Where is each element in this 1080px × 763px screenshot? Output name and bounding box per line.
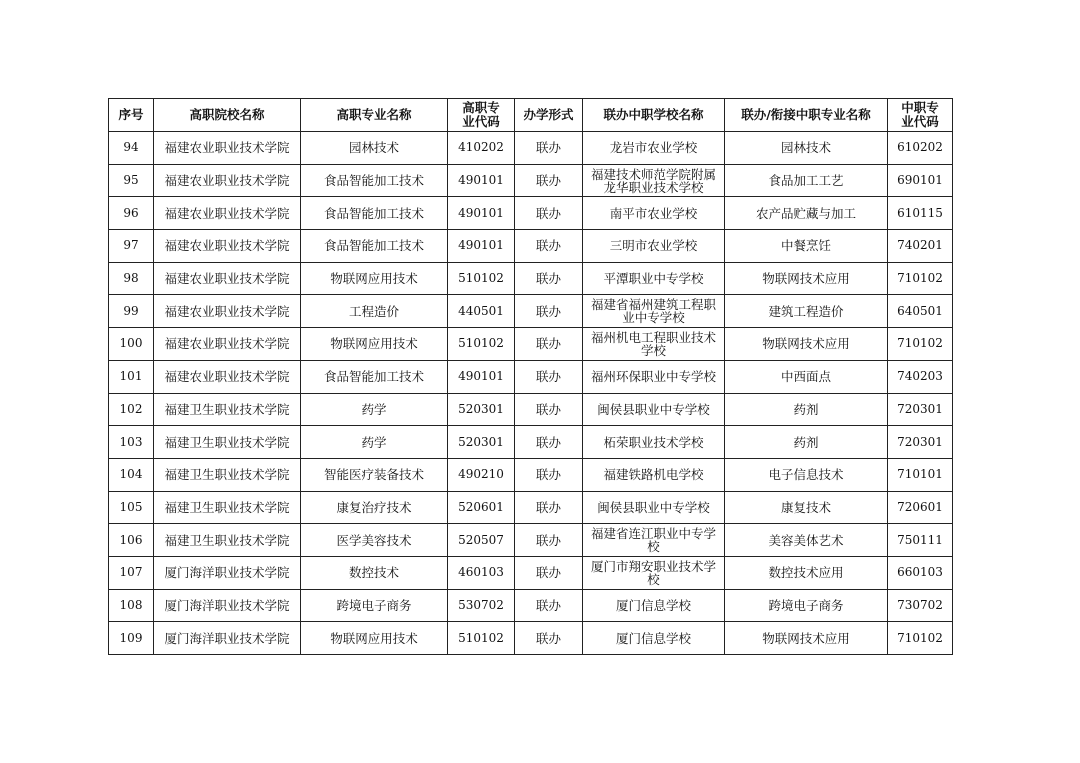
cell-partner-major: 数控技术应用 xyxy=(725,556,888,589)
cell-seq: 98 xyxy=(109,262,154,295)
cell-partner-school: 厦门信息学校 xyxy=(583,622,725,655)
cell-partner-major: 中餐烹饪 xyxy=(725,230,888,263)
cell-partner-code: 740203 xyxy=(888,360,953,393)
cell-major-code: 490101 xyxy=(448,197,515,230)
cell-partner-code: 740201 xyxy=(888,230,953,263)
cell-major-code: 490101 xyxy=(448,164,515,197)
cell-mode: 联办 xyxy=(515,360,583,393)
cell-partner-major: 食品加工工艺 xyxy=(725,164,888,197)
cell-partner-school: 闽侯县职业中专学校 xyxy=(583,393,725,426)
cell-seq: 104 xyxy=(109,458,154,491)
document-sheet xyxy=(108,98,952,655)
cell-college: 福建卫生职业技术学院 xyxy=(154,491,301,524)
header-major-code-line2: 业代码 xyxy=(462,114,500,129)
header-mode: 办学形式 xyxy=(515,99,583,132)
table-row xyxy=(109,295,953,328)
cell-college: 福建农业职业技术学院 xyxy=(154,360,301,393)
table-row xyxy=(109,360,953,393)
cell-college: 福建农业职业技术学院 xyxy=(154,328,301,361)
header-seq: 序号 xyxy=(109,99,154,132)
cell-partner-code: 720301 xyxy=(888,393,953,426)
cell-major: 物联网应用技术 xyxy=(301,262,448,295)
header-major: 高职专业名称 xyxy=(301,99,448,132)
cell-partner-school: 柘荣职业技术学校 xyxy=(583,426,725,459)
header-major-code-line1: 高职专 xyxy=(462,100,500,115)
cell-mode: 联办 xyxy=(515,197,583,230)
cell-mode: 联办 xyxy=(515,426,583,459)
cell-partner-major: 电子信息技术 xyxy=(725,458,888,491)
cell-partner-school: 福州环保职业中专学校 xyxy=(583,360,725,393)
table-header-row xyxy=(109,99,953,132)
cell-major-code: 410202 xyxy=(448,132,515,165)
cell-major: 食品智能加工技术 xyxy=(301,164,448,197)
cell-partner-major: 物联网技术应用 xyxy=(725,262,888,295)
table-row xyxy=(109,164,953,197)
cell-seq: 106 xyxy=(109,524,154,557)
cell-partner-school: 福建省福州建筑工程职业中专学校 xyxy=(583,295,725,328)
cell-seq: 109 xyxy=(109,622,154,655)
cell-mode: 联办 xyxy=(515,524,583,557)
cell-partner-code: 640501 xyxy=(888,295,953,328)
cell-seq: 103 xyxy=(109,426,154,459)
cell-partner-major: 中西面点 xyxy=(725,360,888,393)
cell-mode: 联办 xyxy=(515,230,583,263)
cell-major: 园林技术 xyxy=(301,132,448,165)
cell-major-code: 490210 xyxy=(448,458,515,491)
cell-major-code: 490101 xyxy=(448,230,515,263)
cell-partner-school: 福建技术师范学院附属龙华职业技术学校 xyxy=(583,164,725,197)
header-partner-major: 联办/衔接中职专业名称 xyxy=(725,99,888,132)
cell-partner-major: 跨境电子商务 xyxy=(725,589,888,622)
cell-mode: 联办 xyxy=(515,262,583,295)
cell-partner-major: 药剂 xyxy=(725,426,888,459)
table-row xyxy=(109,491,953,524)
cell-partner-major: 药剂 xyxy=(725,393,888,426)
cell-seq: 99 xyxy=(109,295,154,328)
cell-mode: 联办 xyxy=(515,393,583,426)
table-row xyxy=(109,132,953,165)
cell-major: 药学 xyxy=(301,393,448,426)
table-row xyxy=(109,328,953,361)
cell-seq: 94 xyxy=(109,132,154,165)
cell-partner-school: 南平市农业学校 xyxy=(583,197,725,230)
cell-major: 物联网应用技术 xyxy=(301,622,448,655)
cell-partner-code: 720301 xyxy=(888,426,953,459)
cell-partner-major: 建筑工程造价 xyxy=(725,295,888,328)
cell-major-code: 520301 xyxy=(448,426,515,459)
cell-major-code: 530702 xyxy=(448,589,515,622)
cell-college: 福建农业职业技术学院 xyxy=(154,132,301,165)
cell-major: 跨境电子商务 xyxy=(301,589,448,622)
cell-major: 药学 xyxy=(301,426,448,459)
cell-partner-code: 710102 xyxy=(888,262,953,295)
cell-mode: 联办 xyxy=(515,328,583,361)
cell-seq: 105 xyxy=(109,491,154,524)
cell-major-code: 490101 xyxy=(448,360,515,393)
cell-major-code: 440501 xyxy=(448,295,515,328)
cell-major: 医学美容技术 xyxy=(301,524,448,557)
cell-mode: 联办 xyxy=(515,589,583,622)
header-partner-code xyxy=(888,99,953,132)
cell-seq: 101 xyxy=(109,360,154,393)
cell-partner-school: 龙岩市农业学校 xyxy=(583,132,725,165)
cell-partner-code: 730702 xyxy=(888,589,953,622)
header-partner-code-line1: 中职专 xyxy=(901,100,939,115)
cell-partner-school: 三明市农业学校 xyxy=(583,230,725,263)
cell-major-code: 510102 xyxy=(448,262,515,295)
cell-major-code: 520301 xyxy=(448,393,515,426)
cell-partner-major: 康复技术 xyxy=(725,491,888,524)
cell-partner-school: 厦门信息学校 xyxy=(583,589,725,622)
cell-mode: 联办 xyxy=(515,556,583,589)
cell-college: 福建卫生职业技术学院 xyxy=(154,393,301,426)
cell-mode: 联办 xyxy=(515,164,583,197)
cell-partner-school: 福建省连江职业中专学校 xyxy=(583,524,725,557)
cell-major-code: 520601 xyxy=(448,491,515,524)
cell-major: 物联网应用技术 xyxy=(301,328,448,361)
cell-partner-code: 610202 xyxy=(888,132,953,165)
cell-mode: 联办 xyxy=(515,295,583,328)
cell-partner-school: 平潭职业中专学校 xyxy=(583,262,725,295)
cell-partner-major: 美容美体艺术 xyxy=(725,524,888,557)
cell-partner-code: 660103 xyxy=(888,556,953,589)
cell-partner-major: 园林技术 xyxy=(725,132,888,165)
cell-partner-code: 690101 xyxy=(888,164,953,197)
cell-mode: 联办 xyxy=(515,622,583,655)
cell-major-code: 520507 xyxy=(448,524,515,557)
cell-major: 智能医疗装备技术 xyxy=(301,458,448,491)
cell-college: 福建农业职业技术学院 xyxy=(154,230,301,263)
cell-partner-major: 农产品贮藏与加工 xyxy=(725,197,888,230)
cell-partner-major: 物联网技术应用 xyxy=(725,328,888,361)
table-row xyxy=(109,458,953,491)
cell-partner-code: 610115 xyxy=(888,197,953,230)
cell-college: 福建农业职业技术学院 xyxy=(154,262,301,295)
cell-major: 食品智能加工技术 xyxy=(301,360,448,393)
cell-partner-code: 750111 xyxy=(888,524,953,557)
cell-major: 康复治疗技术 xyxy=(301,491,448,524)
cell-mode: 联办 xyxy=(515,132,583,165)
table-row xyxy=(109,524,953,557)
header-partner-code-line2: 业代码 xyxy=(901,114,939,129)
cell-college: 福建农业职业技术学院 xyxy=(154,295,301,328)
table-body xyxy=(109,132,953,655)
cell-major: 工程造价 xyxy=(301,295,448,328)
cell-seq: 107 xyxy=(109,556,154,589)
cell-mode: 联办 xyxy=(515,491,583,524)
table-row xyxy=(109,589,953,622)
cell-college: 福建卫生职业技术学院 xyxy=(154,426,301,459)
cell-partner-code: 710101 xyxy=(888,458,953,491)
cell-major: 食品智能加工技术 xyxy=(301,230,448,263)
cell-seq: 108 xyxy=(109,589,154,622)
table-row xyxy=(109,556,953,589)
header-college: 高职院校名称 xyxy=(154,99,301,132)
cell-college: 福建卫生职业技术学院 xyxy=(154,458,301,491)
table-row xyxy=(109,197,953,230)
table-row xyxy=(109,622,953,655)
header-major-code xyxy=(448,99,515,132)
cell-partner-school: 福州机电工程职业技术学校 xyxy=(583,328,725,361)
table-row xyxy=(109,230,953,263)
cell-partner-school: 厦门市翔安职业技术学校 xyxy=(583,556,725,589)
enrollment-table xyxy=(108,98,953,655)
cell-major-code: 460103 xyxy=(448,556,515,589)
cell-partner-code: 710102 xyxy=(888,328,953,361)
cell-seq: 97 xyxy=(109,230,154,263)
cell-college: 厦门海洋职业技术学院 xyxy=(154,622,301,655)
cell-college: 福建卫生职业技术学院 xyxy=(154,524,301,557)
cell-seq: 95 xyxy=(109,164,154,197)
cell-college: 福建农业职业技术学院 xyxy=(154,164,301,197)
cell-partner-code: 710102 xyxy=(888,622,953,655)
cell-seq: 96 xyxy=(109,197,154,230)
cell-seq: 102 xyxy=(109,393,154,426)
cell-mode: 联办 xyxy=(515,458,583,491)
header-partner-school: 联办中职学校名称 xyxy=(583,99,725,132)
cell-major: 食品智能加工技术 xyxy=(301,197,448,230)
cell-major: 数控技术 xyxy=(301,556,448,589)
cell-partner-major: 物联网技术应用 xyxy=(725,622,888,655)
cell-college: 厦门海洋职业技术学院 xyxy=(154,556,301,589)
cell-college: 厦门海洋职业技术学院 xyxy=(154,589,301,622)
cell-partner-school: 闽侯县职业中专学校 xyxy=(583,491,725,524)
cell-college: 福建农业职业技术学院 xyxy=(154,197,301,230)
table-row xyxy=(109,393,953,426)
cell-major-code: 510102 xyxy=(448,622,515,655)
table-row xyxy=(109,426,953,459)
cell-partner-school: 福建铁路机电学校 xyxy=(583,458,725,491)
table-row xyxy=(109,262,953,295)
cell-major-code: 510102 xyxy=(448,328,515,361)
cell-partner-code: 720601 xyxy=(888,491,953,524)
cell-seq: 100 xyxy=(109,328,154,361)
